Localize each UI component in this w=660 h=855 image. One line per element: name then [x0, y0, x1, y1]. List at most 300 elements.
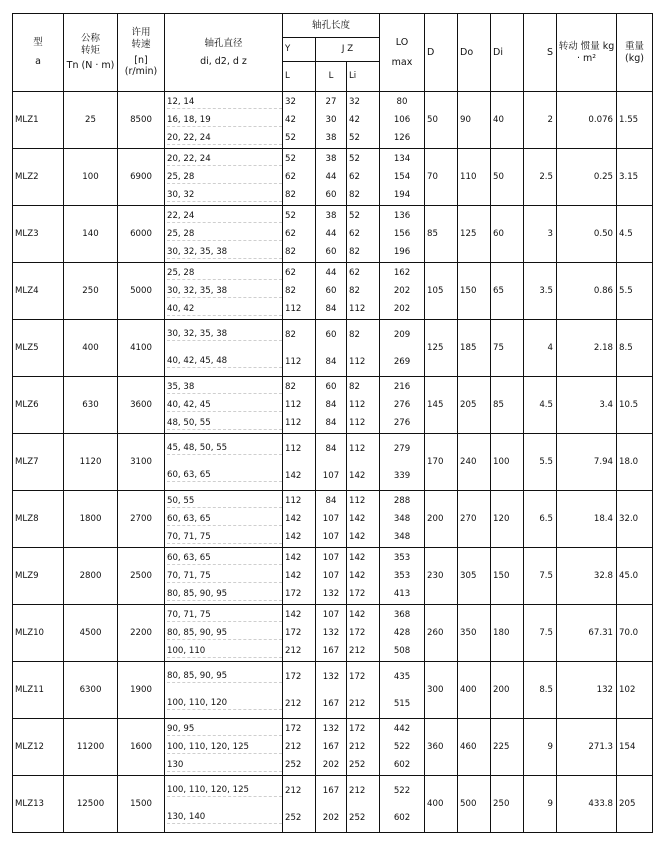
li-length-cell	[347, 263, 380, 320]
jz-length-cell-value: 202	[322, 760, 340, 770]
d-cell: 145	[425, 377, 458, 434]
s-cell: 4.5	[524, 377, 557, 434]
jz-length-cell-value: 27	[325, 97, 337, 107]
y-length-cell-value: 172	[285, 589, 302, 599]
y-length-cell-value: 62	[285, 268, 296, 278]
y-length-cell-value: 52	[285, 133, 296, 143]
bore-diameter-cell-value: 48, 50, 55	[167, 417, 282, 430]
l0-cell-value: 602	[393, 760, 411, 770]
l0-cell	[380, 662, 425, 719]
bore-diameter-cell-value: 80, 85, 90, 95	[167, 627, 282, 640]
speed-cell: 5000	[118, 263, 165, 320]
y-length-cell	[283, 491, 316, 548]
model-cell: MLZ1	[13, 92, 64, 149]
li-length-cell-value: 212	[349, 785, 366, 796]
do-cell: 305	[458, 548, 491, 605]
weight-cell: 4.5	[617, 206, 653, 263]
d-cell: 85	[425, 206, 458, 263]
y-length-cell-value: 52	[285, 154, 296, 164]
torque-cell: 6300	[64, 662, 118, 719]
l-jz-header: L	[316, 62, 347, 92]
s-cell: 5.5	[524, 434, 557, 491]
di-cell: 120	[491, 491, 524, 548]
jz-length-cell	[316, 92, 347, 149]
table-row	[13, 377, 653, 434]
model-cell: MLZ8	[13, 491, 64, 548]
model-cell: MLZ5	[13, 320, 64, 377]
l0-cell-value: 435	[393, 671, 411, 682]
bore-diameter-cell	[165, 434, 283, 491]
d-cell: 105	[425, 263, 458, 320]
d-cell: 170	[425, 434, 458, 491]
bore-diameter-cell-value: 130	[167, 759, 282, 772]
bore-diameter-cell-value: 60, 63, 65	[167, 513, 282, 526]
table-body	[13, 92, 653, 833]
di-cell: 85	[491, 377, 524, 434]
jz-length-cell-value: 132	[322, 628, 340, 638]
jz-length-cell-value: 107	[322, 553, 340, 563]
l0-cell-value: 154	[393, 172, 411, 182]
bore-diameter-cell-value: 50, 55	[167, 495, 282, 508]
bore-diameter-cell-value: 30, 32, 35, 38	[167, 285, 282, 298]
y-length-cell-value: 62	[285, 229, 296, 239]
li-length-cell	[347, 605, 380, 662]
bore-diameter-cell-value: 70, 71, 75	[167, 570, 282, 583]
model-header: 型 a	[13, 14, 64, 92]
y-length-cell	[283, 662, 316, 719]
li-length-cell	[347, 548, 380, 605]
li-length-cell-value: 112	[349, 418, 366, 428]
y-length-cell	[283, 92, 316, 149]
di-cell: 225	[491, 719, 524, 776]
bore-diameter-cell	[165, 491, 283, 548]
y-length-cell-value: 112	[285, 418, 302, 428]
torque-cell: 11200	[64, 719, 118, 776]
table-row	[13, 206, 653, 263]
y-length-cell-value: 112	[285, 496, 302, 506]
torque-cell: 100	[64, 149, 118, 206]
d-cell: 70	[425, 149, 458, 206]
bore-diameter-cell	[165, 149, 283, 206]
li-length-cell-value: 212	[349, 646, 366, 656]
y-length-cell-value: 112	[285, 400, 302, 410]
bore-diameter-cell-value: 70, 71, 75	[167, 531, 282, 544]
speed-header: 许用 转速 [n] (r/min)	[118, 14, 165, 92]
torque-cell: 1120	[64, 434, 118, 491]
weight-cell: 102	[617, 662, 653, 719]
weight-cell: 8.5	[617, 320, 653, 377]
li-length-cell-value: 62	[349, 268, 360, 278]
di-cell: 60	[491, 206, 524, 263]
y-length-cell-value: 62	[285, 172, 296, 182]
inertia-cell: 2.18	[557, 320, 617, 377]
s-cell: 3.5	[524, 263, 557, 320]
li-length-cell-value: 112	[349, 496, 366, 506]
l0-cell-value: 508	[393, 646, 411, 656]
weight-cell: 1.55	[617, 92, 653, 149]
jz-length-cell-value: 107	[322, 514, 340, 524]
li-length-cell	[347, 719, 380, 776]
di-cell: 75	[491, 320, 524, 377]
y-length-cell-value: 82	[285, 382, 296, 392]
y-length-cell-value: 82	[285, 247, 296, 257]
speed-cell: 1900	[118, 662, 165, 719]
d-cell: 360	[425, 719, 458, 776]
li-length-cell-value: 112	[349, 304, 366, 314]
jz-length-cell-value: 167	[322, 742, 340, 752]
bore-diameter-cell-value: 25, 28	[167, 267, 282, 280]
jz-length-cell-value: 60	[325, 286, 337, 296]
y-length-cell-value: 112	[285, 304, 302, 314]
jz-length-cell-value: 38	[325, 154, 337, 164]
bore-diameter-cell-value: 20, 22, 24	[167, 153, 282, 166]
l0-cell	[380, 92, 425, 149]
do-cell: 350	[458, 605, 491, 662]
l0-cell-value: 428	[393, 628, 411, 638]
l0-cell-value: 368	[393, 610, 411, 620]
model-cell: MLZ11	[13, 662, 64, 719]
do-cell: 90	[458, 92, 491, 149]
d-cell: 200	[425, 491, 458, 548]
l0-cell-value: 442	[393, 724, 411, 734]
jz-length-cell	[316, 776, 347, 833]
model-cell: MLZ6	[13, 377, 64, 434]
bore-diameter-cell	[165, 662, 283, 719]
jz-length-cell-value: 132	[322, 724, 340, 734]
jz-length-cell-value: 60	[325, 329, 337, 340]
li-length-cell-value: 212	[349, 698, 366, 709]
table-row	[13, 263, 653, 320]
y-length-cell	[283, 605, 316, 662]
d-header: D	[425, 14, 458, 92]
li-length-cell-value: 62	[349, 229, 360, 239]
bore-diameter-cell	[165, 263, 283, 320]
li-length-cell	[347, 491, 380, 548]
jz-length-cell-value: 107	[322, 610, 340, 620]
l0-cell-value: 194	[393, 190, 411, 200]
jz-length-cell	[316, 491, 347, 548]
jz-length-cell	[316, 320, 347, 377]
l0-cell-value: 80	[396, 97, 408, 107]
li-length-cell-value: 172	[349, 671, 366, 682]
weight-cell: 18.0	[617, 434, 653, 491]
torque-cell: 400	[64, 320, 118, 377]
speed-cell: 6900	[118, 149, 165, 206]
jz-length-cell-value: 107	[322, 571, 340, 581]
jz-length-cell-value: 84	[325, 443, 337, 454]
l0-cell	[380, 320, 425, 377]
li-length-cell-value: 52	[349, 211, 360, 221]
y-length-cell-value: 172	[285, 724, 302, 734]
weight-cell: 205	[617, 776, 653, 833]
l0-cell-value: 126	[393, 133, 411, 143]
weight-cell: 32.0	[617, 491, 653, 548]
y-length-cell	[283, 149, 316, 206]
bore-diameter-cell-value: 45, 48, 50, 55	[167, 442, 282, 455]
li-length-cell-value: 112	[349, 400, 366, 410]
torque-cell: 140	[64, 206, 118, 263]
s-cell: 8.5	[524, 662, 557, 719]
y-length-cell-value: 142	[285, 470, 302, 481]
inertia-cell: 18.4	[557, 491, 617, 548]
di-cell: 40	[491, 92, 524, 149]
inertia-cell: 433.8	[557, 776, 617, 833]
y-length-cell-value: 52	[285, 211, 296, 221]
li-length-cell-value: 42	[349, 115, 360, 125]
s-cell: 9	[524, 776, 557, 833]
table-row	[13, 434, 653, 491]
l0-cell	[380, 377, 425, 434]
jz-length-cell	[316, 263, 347, 320]
l0-cell-value: 339	[393, 470, 411, 481]
y-length-cell	[283, 719, 316, 776]
y-length-cell	[283, 434, 316, 491]
l0-cell-value: 288	[393, 496, 411, 506]
speed-cell: 1500	[118, 776, 165, 833]
jz-length-cell-value: 60	[325, 247, 337, 257]
l0-cell	[380, 719, 425, 776]
jz-length-cell-value: 44	[325, 172, 337, 182]
li-length-cell-value: 82	[349, 190, 360, 200]
li-length-cell	[347, 662, 380, 719]
jz-length-cell-value: 132	[322, 589, 340, 599]
bore-diameter-cell-value: 30, 32, 35, 38	[167, 246, 282, 259]
bore-diameter-cell-value: 100, 110, 120, 125	[167, 741, 282, 754]
bore-diameter-cell-value: 20, 22, 24	[167, 132, 282, 145]
li-length-cell-value: 82	[349, 382, 360, 392]
inertia-cell: 132	[557, 662, 617, 719]
l0-cell-value: 269	[393, 356, 411, 367]
bore-diameter-cell	[165, 92, 283, 149]
bore-diameter-cell	[165, 776, 283, 833]
bore-diameter-cell-value: 25, 28	[167, 171, 282, 184]
li-length-cell-value: 52	[349, 154, 360, 164]
l0-header: LO max	[380, 14, 425, 92]
li-length-cell-value: 142	[349, 553, 366, 563]
y-length-cell-value: 142	[285, 553, 302, 563]
y-length-cell-value: 142	[285, 610, 302, 620]
torque-cell: 12500	[64, 776, 118, 833]
li-length-cell-value: 82	[349, 329, 360, 340]
torque-cell: 2800	[64, 548, 118, 605]
do-cell: 150	[458, 263, 491, 320]
model-cell: MLZ3	[13, 206, 64, 263]
do-cell: 110	[458, 149, 491, 206]
bore-diameter-header: 轴孔直径 di, d2, d z	[165, 14, 283, 92]
bore-diameter-cell-value: 40, 42	[167, 303, 282, 316]
weight-header: 重量 (kg)	[617, 14, 653, 92]
jz-length-cell	[316, 548, 347, 605]
l0-cell-value: 602	[393, 812, 411, 823]
bore-diameter-cell-value: 25, 28	[167, 228, 282, 241]
bore-diameter-cell	[165, 320, 283, 377]
bore-diameter-cell	[165, 548, 283, 605]
y-length-cell-value: 252	[285, 812, 302, 823]
bore-diameter-cell-value: 60, 63, 65	[167, 469, 282, 482]
di-cell: 200	[491, 662, 524, 719]
y-length-cell-value: 32	[285, 97, 296, 107]
s-cell: 4	[524, 320, 557, 377]
s-cell: 2	[524, 92, 557, 149]
l0-cell	[380, 434, 425, 491]
jz-length-cell-value: 107	[322, 532, 340, 542]
di-cell: 250	[491, 776, 524, 833]
do-cell: 400	[458, 662, 491, 719]
l0-cell-value: 209	[393, 329, 411, 340]
model-cell: MLZ13	[13, 776, 64, 833]
bore-diameter-cell	[165, 206, 283, 263]
l0-cell-value: 216	[393, 382, 411, 392]
d-cell: 50	[425, 92, 458, 149]
li-length-cell-value: 172	[349, 589, 366, 599]
l0-cell	[380, 149, 425, 206]
d-cell: 400	[425, 776, 458, 833]
table-row	[13, 719, 653, 776]
bore-diameter-cell-value: 100, 110	[167, 645, 282, 658]
s-header: S	[524, 14, 557, 92]
l0-cell-value: 522	[393, 742, 411, 752]
y-length-cell-value: 252	[285, 760, 302, 770]
table-row	[13, 491, 653, 548]
speed-cell: 2500	[118, 548, 165, 605]
weight-cell: 154	[617, 719, 653, 776]
s-cell: 7.5	[524, 605, 557, 662]
table-row	[13, 548, 653, 605]
speed-cell: 3600	[118, 377, 165, 434]
y-length-cell-value: 142	[285, 571, 302, 581]
l0-cell	[380, 206, 425, 263]
table-row	[13, 662, 653, 719]
l0-cell-value: 413	[393, 589, 411, 599]
inertia-cell: 271.3	[557, 719, 617, 776]
jz-length-cell	[316, 206, 347, 263]
jz-length-cell-value: 107	[322, 470, 340, 481]
jz-length-cell-value: 84	[325, 356, 337, 367]
do-cell: 125	[458, 206, 491, 263]
model-cell: MLZ12	[13, 719, 64, 776]
speed-cell: 2200	[118, 605, 165, 662]
jz-length-cell-value: 60	[325, 190, 337, 200]
l0-cell-value: 134	[393, 154, 411, 164]
li-length-cell-value: 112	[349, 356, 366, 367]
di-cell: 65	[491, 263, 524, 320]
l0-cell-value: 136	[393, 211, 411, 221]
li-length-cell	[347, 320, 380, 377]
jz-length-cell-value: 38	[325, 133, 337, 143]
speed-cell: 8500	[118, 92, 165, 149]
bore-diameter-cell-value: 70, 71, 75	[167, 609, 282, 622]
l0-cell-value: 279	[393, 443, 411, 454]
bore-diameter-cell-value: 130, 140	[167, 811, 282, 824]
model-cell: MLZ9	[13, 548, 64, 605]
jz-length-cell	[316, 149, 347, 206]
y-length-cell-value: 142	[285, 532, 302, 542]
li-header: Li	[347, 62, 380, 92]
l0-cell-value: 162	[393, 268, 411, 278]
bore-diameter-cell	[165, 377, 283, 434]
weight-cell: 3.15	[617, 149, 653, 206]
y-length-cell-value: 212	[285, 785, 302, 796]
jz-length-cell	[316, 605, 347, 662]
l0-cell-value: 522	[393, 785, 411, 796]
jz-length-cell	[316, 719, 347, 776]
torque-cell: 4500	[64, 605, 118, 662]
li-length-cell	[347, 92, 380, 149]
bore-diameter-cell-value: 100, 110, 120, 125	[167, 784, 282, 797]
jz-length-cell-value: 44	[325, 229, 337, 239]
inertia-cell: 32.8	[557, 548, 617, 605]
table-row	[13, 776, 653, 833]
li-length-cell-value: 32	[349, 97, 360, 107]
jz-length-cell-value: 167	[322, 698, 340, 709]
y-length-cell-value: 172	[285, 628, 302, 638]
li-length-cell	[347, 434, 380, 491]
l0-cell	[380, 548, 425, 605]
l-y-header: L	[283, 62, 316, 92]
bore-diameter-cell-value: 35, 38	[167, 381, 282, 394]
li-length-cell-value: 212	[349, 742, 366, 752]
bore-diameter-cell-value: 60, 63, 65	[167, 552, 282, 565]
di-cell: 100	[491, 434, 524, 491]
y-length-cell-value: 172	[285, 671, 302, 682]
li-length-cell-value: 82	[349, 286, 360, 296]
inertia-header: 转动 惯量 kg · m²	[557, 14, 617, 92]
coupling-spec-table	[12, 13, 653, 833]
do-cell: 240	[458, 434, 491, 491]
di-header: Di	[491, 14, 524, 92]
bore-length-header: 轴孔长度	[283, 14, 380, 38]
jz-length-cell-value: 84	[325, 304, 337, 314]
speed-cell: 2700	[118, 491, 165, 548]
jz-length-cell-value: 38	[325, 211, 337, 221]
y-length-cell	[283, 263, 316, 320]
bore-diameter-cell-value: 16, 18, 19	[167, 114, 282, 127]
li-length-cell	[347, 149, 380, 206]
jz-length-cell-value: 167	[322, 646, 340, 656]
bore-diameter-cell-value: 30, 32	[167, 189, 282, 202]
torque-cell: 1800	[64, 491, 118, 548]
jz-length-cell	[316, 377, 347, 434]
l0-cell-value: 276	[393, 400, 411, 410]
jz-length-cell-value: 84	[325, 400, 337, 410]
di-cell: 50	[491, 149, 524, 206]
do-header: Do	[458, 14, 491, 92]
li-length-cell	[347, 776, 380, 833]
bore-diameter-cell-value: 22, 24	[167, 210, 282, 223]
table-row	[13, 149, 653, 206]
di-cell: 150	[491, 548, 524, 605]
model-cell: MLZ7	[13, 434, 64, 491]
li-length-cell-value: 142	[349, 514, 366, 524]
weight-cell: 10.5	[617, 377, 653, 434]
di-cell: 180	[491, 605, 524, 662]
li-length-cell-value: 52	[349, 133, 360, 143]
bore-diameter-cell-value: 90, 95	[167, 723, 282, 736]
jz-length-cell-value: 44	[325, 268, 337, 278]
inertia-cell: 67.31	[557, 605, 617, 662]
bore-diameter-cell	[165, 719, 283, 776]
torque-cell: 250	[64, 263, 118, 320]
li-length-cell	[347, 206, 380, 263]
model-cell: MLZ2	[13, 149, 64, 206]
s-cell: 2.5	[524, 149, 557, 206]
l0-cell-value: 348	[393, 514, 411, 524]
speed-cell: 3100	[118, 434, 165, 491]
l0-cell-value: 196	[393, 247, 411, 257]
s-cell: 9	[524, 719, 557, 776]
weight-cell: 5.5	[617, 263, 653, 320]
s-cell: 6.5	[524, 491, 557, 548]
